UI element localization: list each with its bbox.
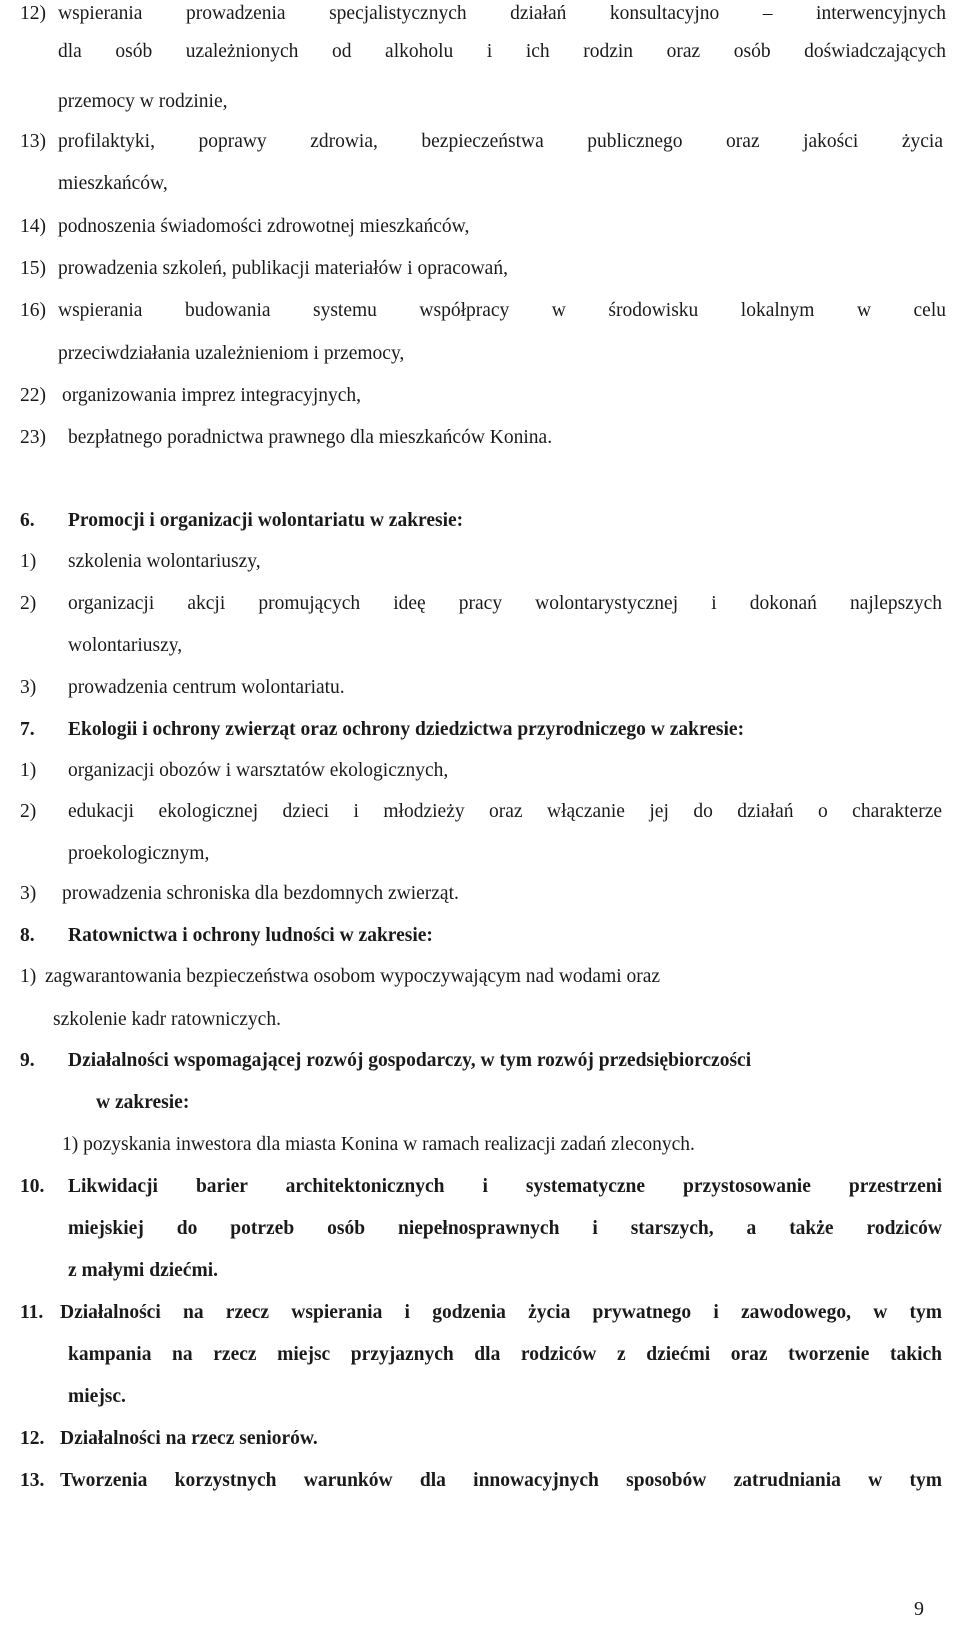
list-number: 2) [20,593,37,614]
line-text: kampania na rzecz miejsc przyjaznych dla rodziców z dziećmi oraz tworzenie takich [68,1344,942,1365]
line-text: bezpłatnego poradnictwa prawnego dla mieszkańców Konina. [68,427,553,448]
line-text: podnoszenia świadomości zdrowotnej mieszkańców, [58,216,470,237]
line-text: prowadzenia centrum wolontariatu. [68,677,345,698]
list-number: 10. [20,1176,45,1197]
line-text: proekologicznym, [68,843,210,864]
line-text: wspierania prowadzenia specjalistycznych działań konsultacyjno – interwencyjnych [58,3,946,24]
line-text: Tworzenia korzystnych warunków dla innowacyjnych sposobów zatrudniania w tym [60,1470,942,1491]
list-number: 3) [20,883,37,904]
line-text: szkolenia wolontariuszy, [68,551,261,572]
line-text: 1) pozyskania inwestora dla miasta Konina w ramach realizacji zadań zleconych. [62,1134,695,1155]
list-number: 14) [20,216,46,237]
line-text: prowadzenia szkoleń, publikacji materiałów i opracowań, [58,258,508,279]
line-text: miejsc. [68,1386,126,1407]
list-number: 11. [20,1302,44,1323]
list-number: 6. [20,510,35,531]
line-text: Ekologii i ochrony zwierząt oraz ochrony dziedzictwa przyrodniczego w zakresie: [68,719,745,740]
list-number: 1) [20,760,37,781]
line-text: edukacji ekologicznej dzieci i młodzieży oraz włączanie jej do działań o charakterze [68,801,942,822]
line-text: Ratownictwa i ochrony ludności w zakresie: [68,925,433,946]
list-number: 22) [20,385,46,406]
line-text: z małymi dziećmi. [68,1260,218,1281]
line-text: organizowania imprez integracyjnych, [62,385,362,406]
list-number: 8. [20,925,35,946]
line-text: prowadzenia schroniska dla bezdomnych zwierząt. [62,883,459,904]
line-text: Działalności na rzecz seniorów. [60,1428,318,1449]
line-text: Likwidacji barier architektonicznych i systematyczne przystosowanie przestrzeni [68,1176,942,1197]
line-text: miejskiej do potrzeb osób niepełnosprawnych i starszych, a także rodziców [68,1218,942,1239]
list-number: 3) [20,677,37,698]
line-text: Działalności na rzecz wspierania i godzenia życia prywatnego i zawodowego, w tym [60,1302,942,1323]
list-number: 12) [20,3,46,24]
line-text: mieszkańców, [58,173,168,194]
line-text: organizacji akcji promujących ideę pracy wolontarystycznej i dokonań najlepszych [68,593,942,614]
list-number: 9. [20,1050,35,1071]
list-number: 12. [20,1428,45,1449]
list-number: 2) [20,801,37,822]
line-text: zagwarantowania bezpieczeństwa osobom wypoczywającym nad wodami oraz [45,966,661,987]
list-number: 23) [20,427,46,448]
list-number: 1) [20,966,37,987]
line-text: Promocji i organizacji wolontariatu w zakresie: [68,510,464,531]
line-text: przemocy w rodzinie, [58,91,228,112]
list-number: 7. [20,719,35,740]
line-text: wolontariuszy, [68,635,183,656]
page-number: 9 [914,1598,924,1620]
line-text: szkolenie kadr ratowniczych. [53,1009,281,1030]
line-text: profilaktyki, poprawy zdrowia, bezpieczeństwa publicznego oraz jakości życia [58,131,943,152]
list-number: 16) [20,300,46,321]
list-number: 15) [20,258,46,279]
line-text: Działalności wspomagającej rozwój gospodarczy, w tym rozwój przedsiębiorczości [68,1050,752,1071]
line-text: wspierania budowania systemu współpracy w środowisku lokalnym w celu [58,300,946,321]
line-text: organizacji obozów i warsztatów ekologicznych, [68,760,449,781]
line-text: przeciwdziałania uzależnieniom i przemocy, [58,343,405,364]
line-text: dla osób uzależnionych od alkoholu i ich rodzin oraz osób doświadczających [58,41,946,62]
list-number: 1) [20,551,37,572]
list-number: 13. [20,1470,45,1491]
line-text: w zakresie: [96,1092,190,1113]
list-number: 13) [20,131,46,152]
